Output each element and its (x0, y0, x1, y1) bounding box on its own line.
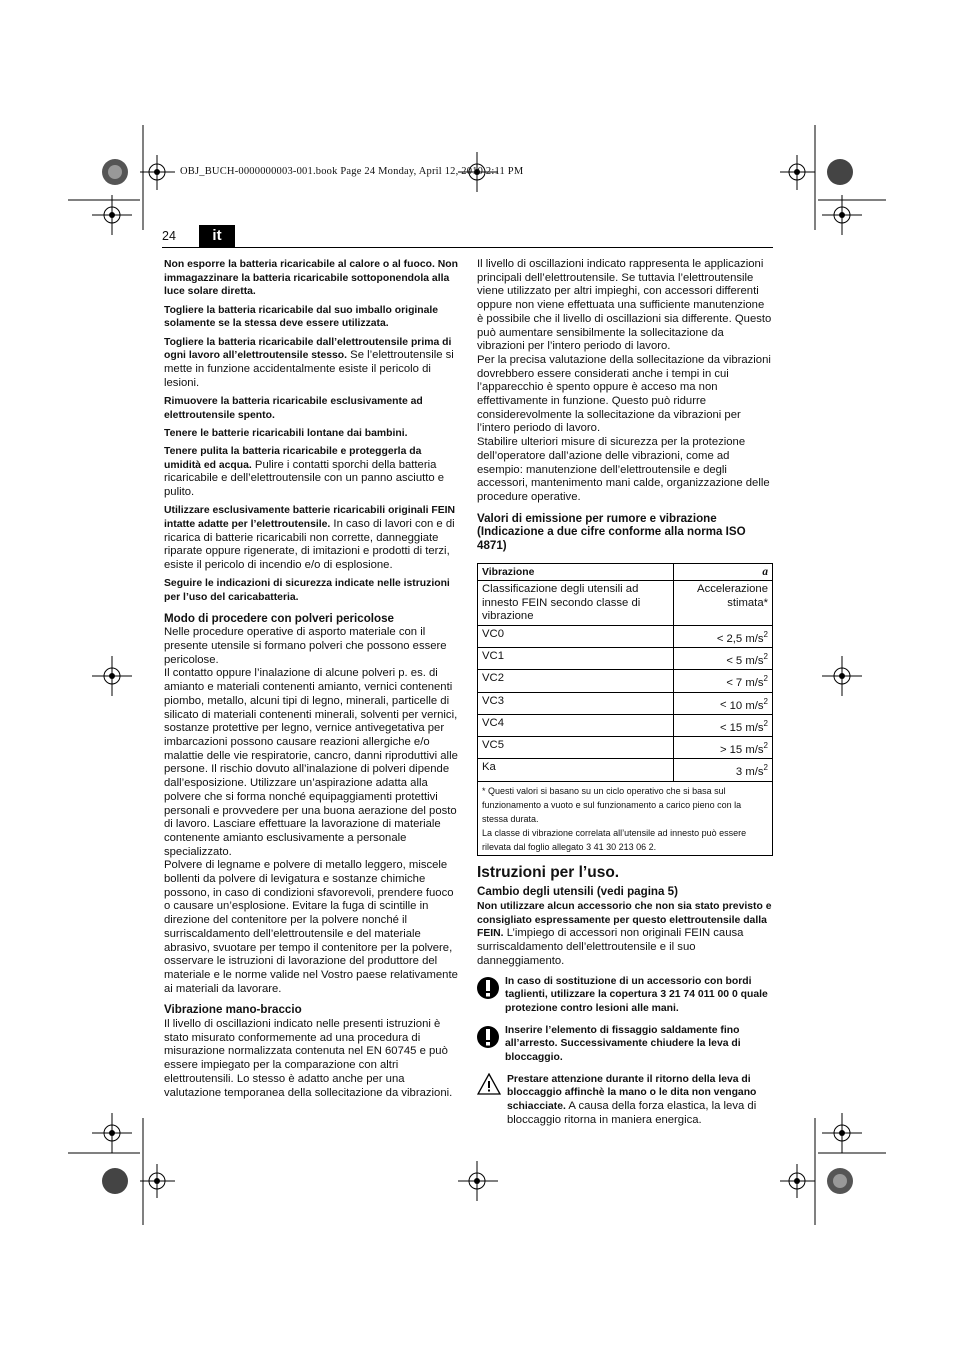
unit-exponent: 2 (763, 652, 768, 662)
warning-sharp-edges (477, 975, 773, 1016)
table-desc-right: Accelerazione stimata* (674, 581, 773, 626)
safety-original (164, 504, 460, 573)
comparison-operator: < (726, 654, 733, 667)
heading-dust: Modo di procedere con polveri pericolose (164, 611, 394, 625)
unit-exponent: 2 (763, 763, 768, 773)
vibration-class: VC5 (478, 737, 674, 759)
comparison-operator: > (720, 743, 727, 756)
dust-para-2: Il contatto oppure l’inalazione di alcune polveri p. es. di amianto e materiali contenenti amianto, vernici contenenti piombo, metallo, alcuni tipi di legno, minerali, particelle di silicato di materiali contenenti minerali, solventi per vernici, sostanze protettive per legno, vernice antivegetativa per imbarcazioni possono causare reazioni allergiche e/o malattie delle vie respiratorie, cancro, danni riproduttivi alle persone. Il rischio dovuto all’inalazione di polveri dipende dall’esposizione. Utilizzare un’aspirazione adatta alla polvere che si forma nonché equipaggiamenti protettivi personali e provvedere per una buona aerazione del posto di lavoro. Lasciare effettuare la lavorazione di materiale contenente amianto esclusivamente a personale specializzato. (164, 667, 458, 858)
safety-original-text: In caso di lavori con e di ricarica di batterie ricaricabili non corrette, danneggiate riparate oppure rigenerate, di imitazioni e prodotti di terzi, esiste il pericolo di incendio e/o di esplosione. (164, 517, 455, 572)
acceleration-value (674, 648, 773, 670)
safety-charger: Seguire le indicazioni di sicurezza indicate nelle istruzioni per l’uso del caricabatteria. (164, 578, 450, 603)
table-desc-left: Classificazione degli utensili ad innesto FEIN secondo classe di vibrazione (478, 581, 674, 626)
acceleration-value (674, 670, 773, 692)
safety-clean-text: Pulire i contatti sporchi della batteria ricaricabile e dell’elettroutensile con un panno asciutto e pulito. (164, 458, 445, 499)
safety-heat: Non esporre la batteria ricaricabile al calore o al fuoco. Non immagazzinare la batteria ricaricabile sottoponendola alla luce solare diretta. (164, 259, 458, 298)
table-note-1: * Questi valori si basano su un ciclo operativo che si basa sul funzionamento a vuoto e sul funzionamento a carico pieno con la stessa durata. (482, 785, 742, 824)
comparison-operator: < (716, 632, 724, 645)
accessory-para (477, 900, 773, 969)
table-row (478, 737, 773, 759)
table-row (478, 759, 773, 781)
table-row (478, 692, 773, 714)
value-text: 15 m/s (729, 721, 764, 734)
value-text: 3 m/s (735, 766, 764, 779)
file-info-line: OBJ_BUCH-0000000003-001.book Page 24 Monday, April 12, 2010 2:11 PM (180, 166, 524, 177)
value-text: 5 m/s (735, 654, 764, 667)
vibration-para-1: Il livello di oscillazioni indicato nelle presenti istruzioni è stato misurato conformemente ad una procedura di misurazione normalizzata contenuta nel EN 60745 e può essere impiegato per la comparazione con altri elettroutensili. Lo stesso è adatto anche per una valutazione temporanea della sollecitazione da vibrazioni. (164, 1018, 453, 1099)
dust-para-3: Polvere di legname e polvere di metallo leggero, miscele bollenti da polvere di levigatura e sostanze chimiche possono, in caso di condizioni sfavorevoli, prendere fuoco o causare un’esplosione. Evitare la fuga di scintille in direzione del contenitore per la polvere nonché il surriscaldamento dell’elettroutensile e del materiale abrasivo, svuotare per tempo il contenitore per la polvere, osservare le istruzioni di lavorazione del produttore del materiale e le norme valide nel Vostro paese relativamente ai materiali da lavorare. (164, 859, 458, 995)
warning-clamping-lever-body (507, 1073, 773, 1128)
warning-triangle-icon (477, 1073, 501, 1099)
table-notes (478, 781, 773, 855)
comparison-operator: < (726, 677, 733, 690)
vibration-class: VC3 (478, 692, 674, 714)
acceleration-value (674, 625, 773, 647)
header-rule (162, 247, 773, 248)
vib-level-para: Il livello di oscillazioni indicato rappresenta le applicazioni principali dell’elettroutensile. Se tuttavia l’elettroutensile viene utilizzato per altri impieghi, con accessori differenti oppure non viene effettuata una sufficiente manutenzione è possibile che il livello di oscillazioni sia differente. Questo può aumentare sensibilmente la sollecitazione da vibrazioni per l’intero periodo di lavoro. (477, 258, 772, 353)
unit-exponent: 2 (763, 741, 768, 751)
value-text: 2,5 m/s (726, 632, 764, 645)
value-text: 10 m/s (729, 699, 764, 712)
vibration-class: VC4 (478, 714, 674, 736)
table-row (478, 714, 773, 736)
accessory-para-bold: Non utilizzare alcun accessorio che non sia stato previsto e consigliato espressamente per questo elettroutensile dalla FEIN. (477, 901, 772, 940)
safety-original-bold: Utilizzare esclusivamente batterie ricaricabili originali FEIN intatte adatte per l’elettroutensile. (164, 505, 456, 530)
warning-clamping-lever (477, 1073, 773, 1128)
warning-fastening (477, 1024, 773, 1065)
heading-tool-change: Cambio degli utensili (vedi pagina 5) (477, 885, 678, 899)
safety-clean-bold: Tenere pulita la batteria ricaricabile e proteggerla da umidità ed acqua. (164, 445, 422, 471)
acceleration-value (674, 692, 773, 714)
table-header-vibration: Vibrazione (478, 563, 674, 581)
table-row (478, 648, 773, 670)
page-number: 24 (162, 229, 176, 243)
accessory-para-text: L’impiego di accessori non originali FEIN causa surriscaldamento dell’elettroutensile e il suo danneggiamento. (477, 927, 744, 967)
safety-switched-off: Rimuovere la batteria ricaricabile esclusivamente ad elettroutensile spento. (164, 395, 423, 421)
table-row (478, 670, 773, 692)
heading-instructions: Istruzioni per l’uso. (477, 863, 620, 881)
acceleration-value (674, 714, 773, 736)
table-row (478, 625, 773, 647)
vibration-class: VC1 (478, 648, 674, 670)
value-text: 7 m/s (735, 677, 764, 690)
heading-emission-values: Valori di emissione per rumore e vibrazione (Indicazione a due cifre conforme alla norma ISO 4871) (477, 511, 746, 553)
safety-packaging: Togliere la batteria ricaricabile dal suo imballo originale solamente se la stessa deve essere utilizzata. (164, 304, 439, 330)
safety-remove-battery-bold: Togliere la batteria ricaricabile dall’elettroutensile prima di ogni lavoro all’elettroutensile stesso. (164, 336, 452, 362)
unit-exponent: 2 (763, 718, 768, 728)
comparison-operator: < (720, 699, 727, 712)
acceleration-value (674, 759, 773, 781)
warning-fastening-text: Inserire l’elemento di fissaggio saldamente fino all’arresto. Successivamente chiudere la leva di bloccaggio. (505, 1024, 741, 1064)
acceleration-value (674, 737, 773, 759)
exclamation-icon (477, 975, 499, 1001)
unit-exponent: 2 (763, 629, 768, 639)
vib-evaluation-para: Per la precisa valutazione della sollecitazione da vibrazioni dovrebbero essere considerati anche i tempi in cui l’apparecchio è spento oppure è acceso ma non effettivamente in funzione. Questo può ridurre considerevolmente la sollecitazione da vibrazioni per l’intero periodo di lavoro. (477, 353, 771, 435)
value-text: 15 m/s (729, 743, 764, 756)
dust-para-1: Nelle procedure operative di asporto materiale con il presente utensile si formano polveri che possono essere pericolose. (164, 626, 447, 666)
safety-remove-battery-text: Se l’elettroutensile si mette in funzione accidentalmente esiste il pericolo di lesioni. (164, 349, 454, 389)
unit-exponent: 2 (763, 674, 768, 684)
comparison-operator: < (720, 721, 727, 734)
right-column (477, 258, 773, 1136)
vibration-class: VC2 (478, 670, 674, 692)
warning-clamping-lever-bold: Prestare attenzione durante il ritorno della leva di bloccaggio affinchè la mano o le dita non vengano schiacciate. (507, 1073, 757, 1113)
vibration-class: VC0 (478, 625, 674, 647)
vib-measures-para: Stabilire ulteriori misure di sicurezza per la protezione dell’operatore dall’azione delle vibrazioni, come ad esempio: manutenzione dell’elettroutensile e degli accessori, mantenimento mani calde, organizzazione delle procedure operative. (477, 436, 770, 503)
safety-clean (164, 445, 460, 500)
exclamation-icon (477, 1024, 499, 1050)
unit-exponent: 2 (763, 696, 768, 706)
left-column (164, 258, 460, 1105)
safety-children: Tenere le batterie ricaricabili lontane dai bambini. (164, 427, 408, 439)
table-header-a: a (674, 563, 773, 581)
safety-remove-battery (164, 336, 460, 391)
vibration-table (477, 563, 773, 856)
language-badge: it (199, 225, 235, 247)
table-note-2: La classe di vibrazione correlata all’utensile ad innesto può essere rilevata dal foglio allegato 3 41 30 213 06 2. (482, 827, 747, 852)
heading-hand-arm-vibration: Vibrazione mano-braccio (164, 1003, 302, 1017)
warning-sharp-edges-text: In caso di sostituzione di un accessorio con bordi taglienti, utilizzare la copertura 3 21 74 011 00 0 quale protezione contro lesioni alle mani. (505, 975, 768, 1014)
warning-clamping-lever-text: A causa della forza elastica, la leva di bloccaggio ritorna in maniera energica. (507, 1100, 757, 1126)
vibration-class: Ka (478, 759, 674, 781)
